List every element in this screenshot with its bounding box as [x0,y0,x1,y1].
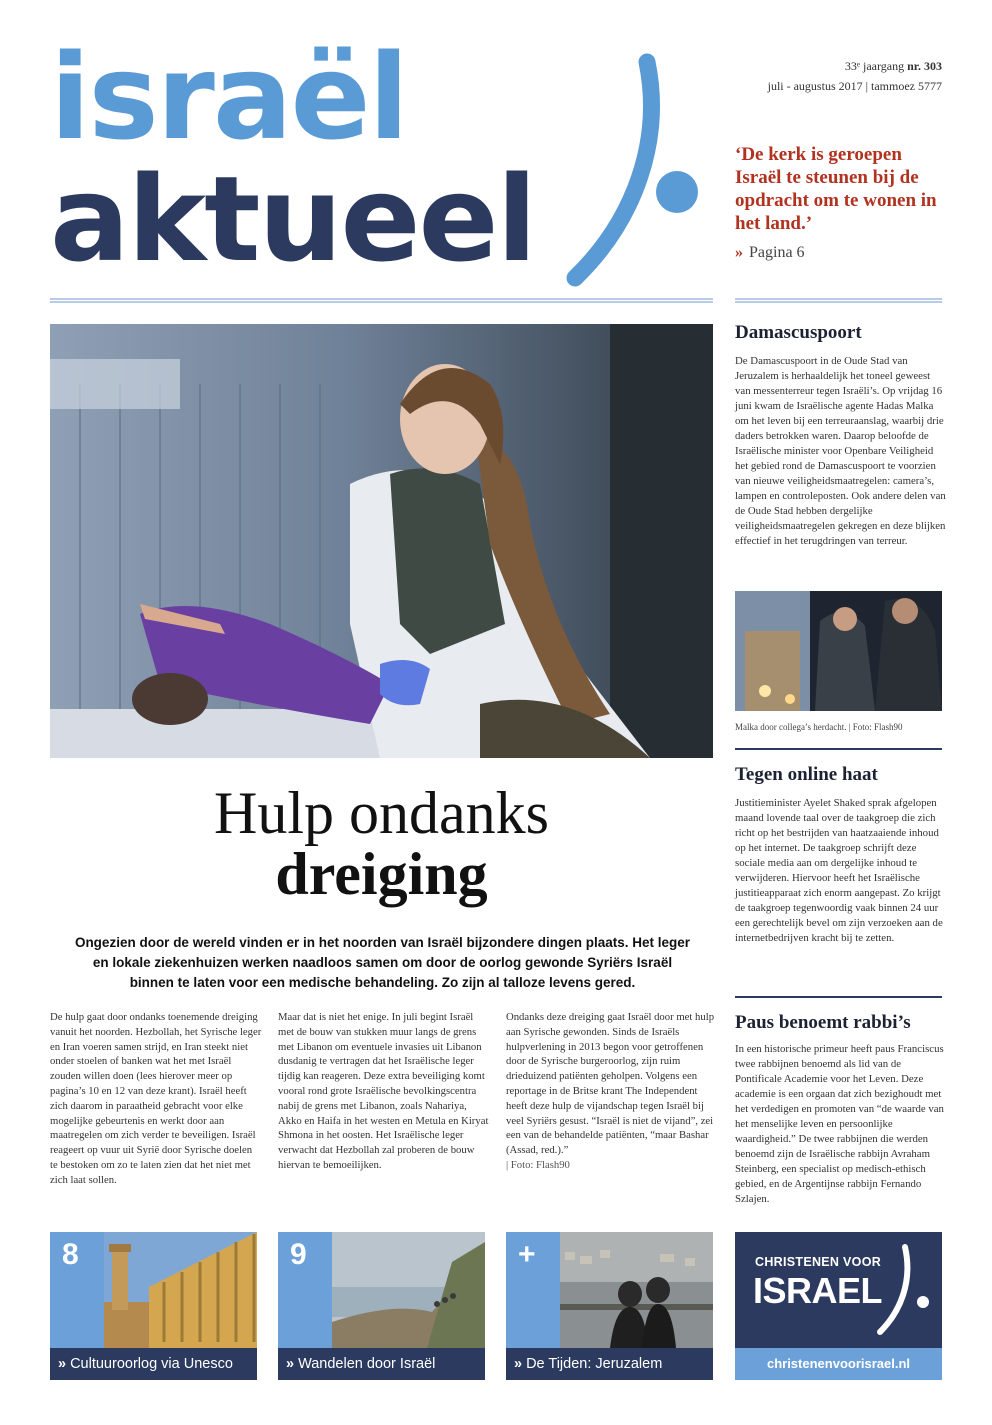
tile-plus-icon: + [518,1238,536,1271]
sidebar-divider-2 [735,996,942,998]
chevron-right-icon: » [58,1356,67,1372]
tile-photo [332,1232,485,1348]
tile-label: » De Tijden: Jeruzalem [506,1348,713,1380]
chevron-right-icon: » [514,1356,523,1372]
tile-photo [104,1232,257,1348]
sidebar-text-damascuspoort: De Damascuspoort in de Oude Stad van Jeruzalem is herhaaldelijk het toneel geweest van messenterreur tegen Israëli’s. Op vrijdag 16 juni kwam de Israëlische agente Hadas Malka om het leven bij een terreuraanslag, waarbij drie daders betrokken waren. Daarop beloofde de Israëlische minister voor Openbare Veiligheid het gebied rond de Damascuspoort te voorzien van nieuwe veiligheidsmaatregelen: camera’s, lampen en controleposten. Ook andere delen van de Oude Stad hebben dergelijke veiligheidsmaatregelen gekregen en deze blijken effectief in het terugdringen van terreur. [735,355,946,547]
article-column-3 [506,1010,718,1173]
tile-number: 8 [62,1238,79,1271]
sidebar-text-paus: In een historische primeur heeft paus Franciscus twee rabbijnen benoemd als lid van de Pontificale Academie voor het Leven. Deze academie is een orgaan dat zich bezighoudt met het verdedigen en promoten van “de waarde van het menselijke leven en persoonlijke waardigheid.” De twee rabbijnen die werden benoemd zijn de Israëlische rabbijn Avraham Steinberg, een specialist op medisch-ethisch gebied, en de Argentijnse rabbijn Fernando Szlajen. [735,1043,944,1205]
main-headline [50,780,713,907]
headline-line-2: dreiging [275,841,488,907]
pull-quote-page-link[interactable] [735,244,805,262]
sidebar-text-online-haat: Justitieminister Ayelet Shaked sprak afgelopen maand lovende taal over de taakgroep die zich richt op het bestrijden van haatzaaiende inhoud op het internet. De taakgroep schrijft deze sociale media aan om dergelijke inhoud te verwijderen. Hiervoor heeft het Israëlische justitieapparaat zich enorm aangepast. Zo krijgt de taakgroep tegenwoordig vaak binnen 24 uur een gerechtelijk bevel om zijn verzoeken aan de internetbedrijven kracht bij te zetten. [735,797,943,944]
lead-paragraph: Ongezien door de wereld vinden er in het noorden van Israël bijzondere dingen plaats. Het leger en lokale ziekenhuizen werken naadloos samen om door de oorlog gewonde Syriërs Israël binnen te laten voor een medische behandeling. Zo zijn al talloze levens gered. [74,935,691,990]
article-column-1: De hulp gaat door ondanks toenemende dreiging vanuit het noorden. Hezbollah, het Syrische leger en Iran voeren samen strijd, en Iran steekt niet onder stoelen of banken wat het met Israël zouden willen doen (lees hierover meer op pagina’s 10 en 12 van deze krant). Israël heeft zich daarom in paraatheid gebracht voor elke mogelijke gebeurtenis en werkt door aan maatregelen om zich verder te beveiligen. Israël reageert op vuur uit Syrië door Syrische doelen te bestoken om zo te laten zien dat het niet met zich laat sollen. [50,1011,262,1186]
article-column-2: Maar dat is niet het enige. In juli begint Israël met de bouw van stukken muur langs de grens met Libanon om eventuele invasies uit Libanon dusdanig te vertragen dat het Israëlische leger tijdig kan reageren. Deze extra beveiliging komt vooral rond grote Israëlische bevolkingscentra nabij de grens met Libanon, zoals Nahariya, Akko en Haifa in het westen en Metula en Kiryat Shmona in het oosten. Het Israëlische leger verwacht dat Hezbollah zal proberen de bouw hiervan te bemoeilijken. [278,1011,489,1171]
sidebar-photo [735,591,942,711]
issue-number: nr. 303 [907,59,942,73]
sidebar-header-rule [735,298,942,303]
masthead-slash-dot-icon [555,50,715,290]
hero-photo [50,324,713,758]
sidebar-title-paus: Paus benoemt rabbi’s [735,1012,911,1033]
sidebar-title-damascuspoort: Damascuspoort [735,322,862,343]
tile-number: 9 [290,1238,307,1271]
ad-slash-dot-icon [875,1242,935,1337]
tile-label: » Cultuuroorlog via Unesco [50,1348,257,1380]
article-column-3-text: Ondanks deze dreiging gaat Israël door met hulp aan Syrische gewonden. Sinds de Israëls hulpverlening in 2013 begon voor getroffenen door de Syrische burgeroorlog, zijn ruim drieduizend patiënten geholpen. Volgens een reportage in de Britse krant The Independent heeft deze hulp de vijandschap tegen Israël bij veel Syriërs gesust. “Israël is niet de vijand”, zei een van de behandelde patiënten, “maar Bashar (Assad, red.).” [506,1011,715,1157]
sidebar-divider-1 [735,748,942,750]
header-rule [50,298,713,303]
tile-label: » Wandelen door Israël [278,1348,485,1380]
ad-line-1: CHRISTENEN VOOR [755,1255,882,1269]
sidebar-photo-caption: Malka door collega’s herdacht. | Foto: Flash90 [735,722,903,732]
tile-tijden[interactable] [506,1232,713,1380]
ad-website-link[interactable]: christenenvoorisrael.nl [735,1348,942,1380]
issue-info [768,56,942,96]
tile-page-9[interactable] [278,1232,485,1380]
sidebar-title-online-haat: Tegen online haat [735,764,878,785]
chevron-right-icon: » [735,244,743,261]
tile-page-8[interactable] [50,1232,257,1380]
issue-dates: juli - augustus 2017 | tammoez 5777 [767,79,942,93]
pull-quote: ‘De kerk is geroepen Israël te steunen bij de opdracht om te wonen in het land.’ [735,144,937,234]
ad-line-2: ISRAEL [753,1270,883,1311]
headline-line-1: Hulp ondanks [214,780,549,846]
christenen-voor-israel-ad[interactable] [735,1232,942,1380]
chevron-right-icon: » [286,1356,295,1372]
tile-photo [560,1232,713,1348]
masthead-aktueel: aktueel [50,150,536,288]
masthead-israel: israël [50,28,407,166]
photo-credit: | Foto: Flash90 [506,1158,570,1171]
pull-quote-page-label: Pagina 6 [749,244,805,261]
issue-year: 33ᵉ jaargang [844,59,905,73]
